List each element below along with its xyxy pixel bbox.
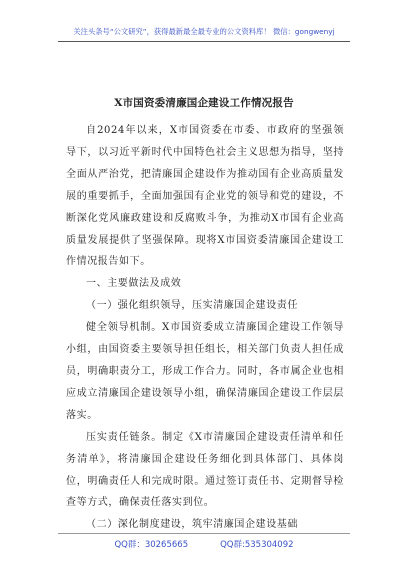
- body-paragraph: 健全领导机制。X市国资委成立清廉国企建设工作领导小组，由国资委主要领导担任组长，相关部门负责人担任成员，明确职责分工，形成工作合力。同时，各市属企业也相应成立清廉国企建设领导小组，确保清廉国企建设工作层层落实。: [66, 322, 344, 421]
- qq-group-1: QQ群：30265665: [114, 540, 189, 550]
- section-heading: 一、主要做法及成效: [86, 278, 182, 290]
- intro-paragraph: 自2024年以来，X市国资委在市委、市政府的坚强领导下，以习近平新时代中国特色社会主义思想为指导，坚持全面从严治党，把清廉国企建设作为推动国有企业高质量发展的重要抓手，全面加强国有企业党的领导和党的建设，不断深化党风廉政建设和反腐败斗争，为推动X市国有企业高质量发展提供了坚强保障。现将X市国资委清廉国企建设工作情况报告如下。: [66, 125, 344, 268]
- body-paragraph: 压实责任链条。制定《X市清廉国企建设责任清单和任务清单》，将清廉国企建设任务细化到具体部门、具体岗位，明确责任人和完成时限。通过签订责任书、定期督导检查等方式，确保责任落实到位。: [66, 431, 344, 509]
- subsection-heading: （二）深化制度建设，筑牢清廉国企建设基础: [86, 519, 298, 531]
- subsection-heading: （一）强化组织领导，压实清廉国企建设责任: [86, 300, 298, 312]
- qq-group-2: QQ群:535304092: [220, 540, 294, 550]
- promo-header: 关注头条号“公文研究”，获得最新最全最专业的公文资料库！ 微信：gongwenyj: [73, 27, 335, 36]
- document-title: X市国资委清廉国企建设工作情况报告: [114, 97, 294, 109]
- document-body: [66, 120, 344, 536]
- header-divider: [58, 41, 350, 42]
- footer-divider: [58, 533, 350, 534]
- promo-footer: [0, 538, 408, 550]
